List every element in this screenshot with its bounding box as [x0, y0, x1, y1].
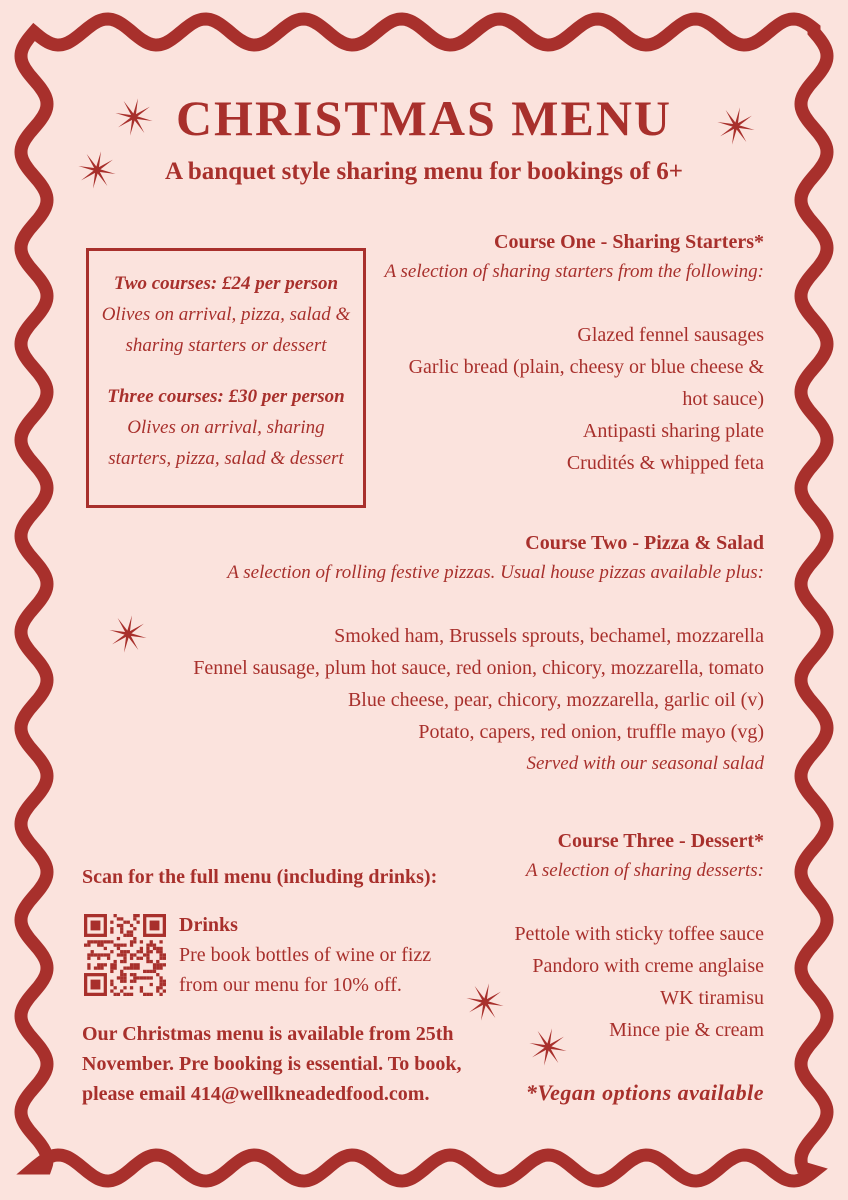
- course-three-heading: Course Three - Dessert*: [557, 830, 764, 852]
- menu-item: Glazed fennel sausages: [577, 324, 764, 346]
- page-subtitle: A banquet style sharing menu for bookings of 6+: [164, 158, 684, 185]
- menu-note: Served with our seasonal salad: [526, 753, 764, 774]
- course-one-subheading: A selection of sharing starters from the following:: [384, 261, 764, 282]
- booking-line: November. Pre booking is essential. To book,: [82, 1053, 462, 1075]
- course-two-subheading: A selection of rolling festive pizzas. Usual house pizzas available plus:: [227, 562, 764, 583]
- menu-item: Garlic bread (plain, cheesy or blue cheese &: [408, 356, 764, 378]
- three-courses-heading: Three courses: £30 per person: [107, 386, 345, 407]
- menu-item: Smoked ham, Brussels sprouts, bechamel, mozzarella: [334, 625, 764, 647]
- course-three-subheading: A selection of sharing desserts:: [525, 860, 764, 881]
- booking-info: [82, 1019, 462, 1109]
- menu-item: Mince pie & cream: [609, 1019, 764, 1041]
- drinks-block: [179, 910, 431, 1000]
- menu-item: WK tiramisu: [660, 987, 764, 1009]
- menu-item: Crudités & whipped feta: [566, 452, 764, 474]
- course-two-heading: Course Two - Pizza & Salad: [525, 532, 764, 554]
- drinks-line: Pre book bottles of wine or fizz: [179, 944, 432, 966]
- two-courses-line: sharing starters or dessert: [125, 335, 327, 356]
- course-two-section: [193, 528, 764, 780]
- course-three-section: [514, 826, 764, 1046]
- course-one-section: [385, 227, 764, 479]
- menu-item: Antipasti sharing plate: [582, 420, 764, 442]
- qr-code-icon[interactable]: [84, 914, 166, 996]
- menu-item: Potato, capers, red onion, truffle mayo (vg): [418, 721, 764, 743]
- menu-item: Fennel sausage, plum hot sauce, red onion, chicory, mozzarella, tomato: [193, 657, 764, 679]
- course-one-heading: Course One - Sharing Starters*: [494, 231, 764, 253]
- menu-item: Blue cheese, pear, chicory, mozzarella, garlic oil (v): [347, 689, 764, 711]
- page-title: CHRISTMAS MENU: [175, 90, 673, 146]
- starburst-icon: [106, 612, 150, 656]
- vegan-note: *Vegan options available: [525, 1080, 764, 1105]
- booking-line: please email 414@wellkneadedfood.com.: [82, 1083, 430, 1105]
- two-courses-line: Olives on arrival, pizza, salad &: [101, 304, 351, 325]
- scan-text: Scan for the full menu (including drinks):: [82, 866, 438, 888]
- starburst-icon: [463, 980, 507, 1024]
- menu-item: Pettole with sticky toffee sauce: [514, 923, 764, 945]
- pricing-box: [86, 248, 366, 508]
- three-courses-line: starters, pizza, salad & dessert: [108, 448, 344, 469]
- menu-item: Pandoro with creme anglaise: [532, 955, 764, 977]
- drinks-line: from our menu for 10% off.: [179, 974, 402, 996]
- booking-line: Our Christmas menu is available from 25th: [82, 1023, 454, 1045]
- two-courses-heading: Two courses: £24 per person: [113, 273, 339, 294]
- menu-item: hot sauce): [682, 388, 764, 410]
- drinks-heading: Drinks: [179, 914, 238, 936]
- three-courses-line: Olives on arrival, sharing: [127, 417, 325, 438]
